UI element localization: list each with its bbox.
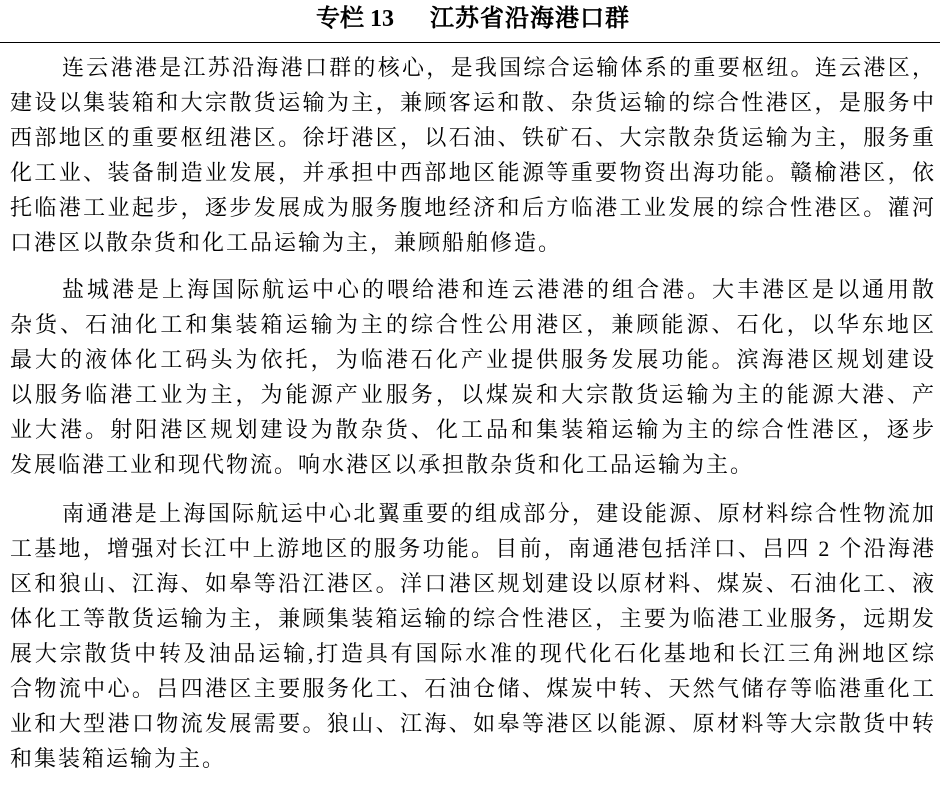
column-title [0, 2, 946, 36]
text-line: 业和大型港口物流发展需要。狼山、江海、如皋等港区以能源、原材料等大宗散货中转 [10, 711, 936, 736]
paragraph-lianyungang [10, 50, 936, 260]
text-line: 体化工等散货运输为主，兼顾集装箱运输的综合性港区，主要为临港工业服务，远期发 [10, 606, 936, 631]
column-heading: 江苏省沿海港口群 [430, 6, 630, 32]
text-line: 区和狼山、江海、如皋等沿江港区。洋口港区规划建设以原材料、煤炭、石油化工、液 [10, 571, 936, 596]
column-number: 专栏 13 [316, 6, 394, 32]
text-line: 口港区以散杂货和化工品运输为主，兼顾船舶修造。 [10, 230, 563, 255]
document-body [10, 50, 936, 788]
text-line: 最大的液体化工码头为依托，为临港石化产业提供服务发展功能。滨海港区规划建设 [10, 347, 936, 372]
text-line: 西部地区的重要枢纽港区。徐圩港区，以石油、铁矿石、大宗散杂货运输为主，服务重 [10, 125, 936, 150]
text-line: 杂货、石油化工和集装箱运输为主的综合性公用港区，兼顾能源、石化，以华东地区 [10, 312, 936, 337]
text-line: 建设以集装箱和大宗散货运输为主，兼顾客运和散、杂货运输的综合性港区，是服务中 [10, 90, 936, 115]
paragraph-yancheng [10, 272, 936, 482]
text-line: 业大港。射阳港区规划建设为散杂货、化工品和集装箱运输为主的综合性港区，逐步 [10, 417, 936, 442]
text-line: 发展临港工业和现代物流。响水港区以承担散杂货和化工品运输为主。 [10, 452, 755, 477]
title-underline [0, 42, 940, 43]
text-line: 和集装箱运输为主。 [10, 746, 227, 771]
paragraph-nantong [10, 496, 936, 776]
text-line: 展大宗散货中转及油品运输,打造具有国际水准的现代化石化基地和长江三角洲地区综 [10, 641, 936, 666]
text-line: 连云港港是江苏沿海港口群的核心，是我国综合运输体系的重要枢纽。连云港区， [62, 55, 936, 80]
text-line: 托临港工业起步，逐步发展成为服务腹地经济和后方临港工业发展的综合性港区。灌河 [10, 195, 936, 220]
text-line: 以服务临港工业为主，为能源产业服务，以煤炭和大宗散货运输为主的能源大港、产 [10, 382, 936, 407]
text-line: 化工业、装备制造业发展，并承担中西部地区能源等重要物资出海功能。赣榆港区，依 [10, 160, 936, 185]
text-line: 工基地，增强对长江中上游地区的服务功能。目前，南通港包括洋口、吕四 2 个沿海港 [10, 536, 936, 561]
text-line: 盐城港是上海国际航运中心的喂给港和连云港港的组合港。大丰港区是以通用散 [62, 277, 936, 302]
text-line: 南通港是上海国际航运中心北翼重要的组成部分，建设能源、原材料综合性物流加 [62, 501, 936, 526]
text-line: 合物流中心。吕四港区主要服务化工、石油仓储、煤炭中转、天然气储存等临港重化工 [10, 676, 936, 701]
